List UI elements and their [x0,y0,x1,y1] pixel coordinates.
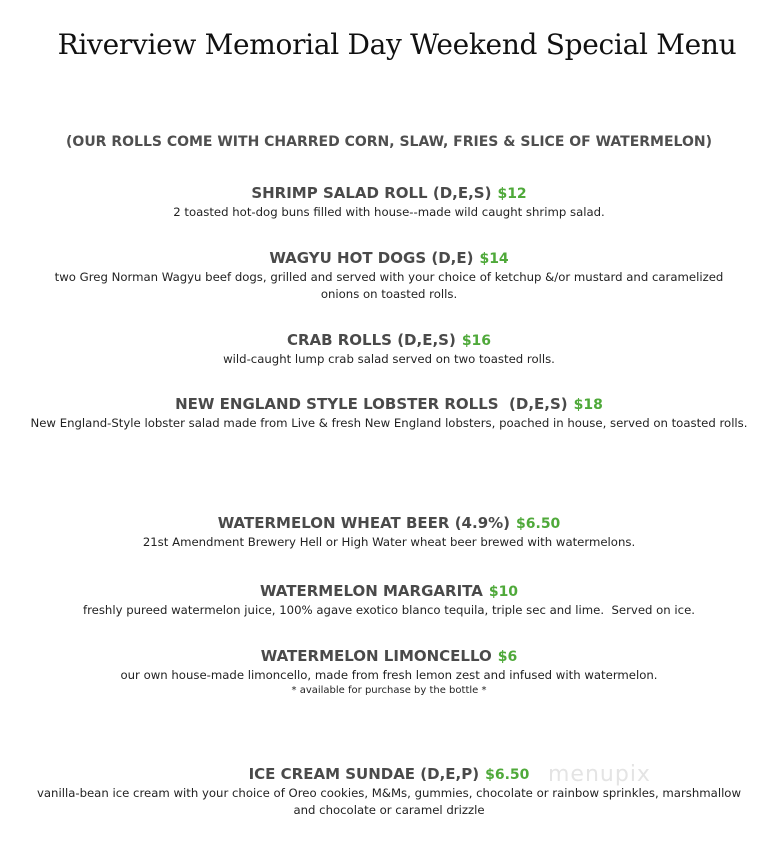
item-price: $16 [461,333,492,349]
item-name: WATERMELON LIMONCELLO [260,647,492,665]
item-description: 2 toasted hot-dog buns filled with house--made wild caught shrimp salad. [173,205,605,219]
item-price: $18 [573,397,603,413]
item-name: WAGYU HOT DOGS (D,E) [269,249,474,267]
item-price: $6.50 [516,516,561,532]
item-description: our own house-made limoncello, made from fresh lemon zest and infused with watermelon. [120,668,658,682]
item-name: SHRIMP SALAD ROLL (D,E,S) [251,184,492,202]
menu-item-lobster-rolls [20,394,758,432]
menu-item-watermelon-wheat-beer [20,513,758,551]
item-description: New England-Style lobster salad made from Live & fresh New England lobsters, poached in house, served on toasted rolls. [30,416,748,430]
item-description: wild-caught lump crab salad served on two toasted rolls. [223,352,555,366]
menu-item-wagyu-hot-dogs [20,248,758,303]
item-price: $10 [488,584,519,600]
menu-item-watermelon-limoncello [20,646,758,698]
item-name: WATERMELON MARGARITA [259,582,483,600]
menu-title: Riverview Memorial Day Weekend Special Menu [57,28,737,61]
item-name: CRAB ROLLS (D,E,S) [286,331,456,349]
item-description: vanilla-bean ice cream with your choice of Oreo cookies, M&Ms, gummies, chocolate or rainbow sprinkles, marshmallow and chocolate or caramel drizzle [36,786,742,817]
item-price: $14 [479,251,509,267]
menupix-watermark: menupix [548,762,651,787]
rolls-note: (OUR ROLLS COME WITH CHARRED CORN, SLAW, FRIES & SLICE OF WATERMELON) [66,134,712,150]
menu-item-watermelon-margarita [20,581,758,619]
item-description: 21st Amendment Brewery Hell or High Water wheat beer brewed with watermelons. [142,535,636,549]
item-name: WATERMELON WHEAT BEER (4.9%) [217,514,511,532]
item-price: $6.50 [485,767,530,783]
item-name: ICE CREAM SUNDAE (D,E,P) [248,765,480,783]
menu-item-shrimp-salad-roll [20,183,758,221]
item-price: $6 [497,649,518,665]
bottle-note: * available for purchase by the bottle * [291,685,487,696]
item-price: $12 [497,186,527,202]
menu-item-ice-cream-sundae [20,764,758,819]
menu-item-crab-rolls [20,330,758,368]
item-description: freshly pureed watermelon juice, 100% agave exotico blanco tequila, triple sec and lime. Served on ice. [82,603,696,617]
item-name: NEW ENGLAND STYLE LOBSTER ROLLS (D,E,S) [175,395,568,413]
item-description: two Greg Norman Wagyu beef dogs, grilled and served with your choice of ketchup &/or mustard and caramelized onions on toasted rolls. [54,270,724,301]
